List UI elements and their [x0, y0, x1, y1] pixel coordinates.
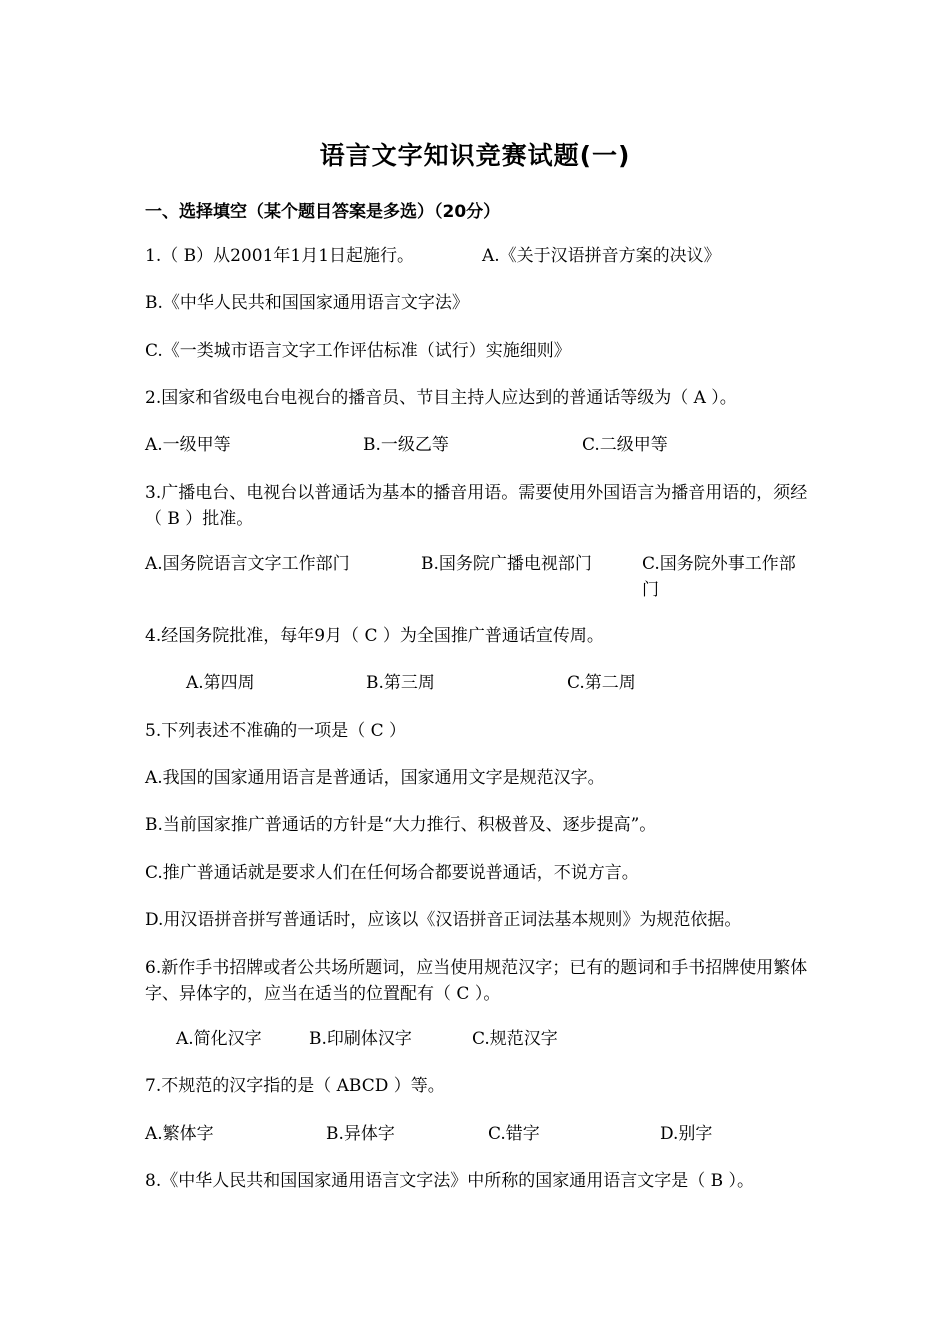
question-3-option-b: B.国务院广播电视部门	[421, 554, 592, 574]
question-1-stem: 1.（ B）从2001年1月1日起施行。	[145, 246, 415, 266]
question-7-option-b: B.异体字	[326, 1124, 395, 1144]
section-heading: 一、选择填空（某个题目答案是多选）（20分）	[145, 202, 501, 222]
question-6-stem: 6.新作手书招牌或者公共场所题词，应当使用规范汉字；已有的题词和手书招牌使用繁体字、异体字的，应当在适当的位置配有（ C ）。	[145, 958, 808, 1004]
question-1-option-c: C.《一类城市语言文字工作评估标准（试行）实施细则》	[145, 341, 571, 361]
question-2-option-b: B.一级乙等	[363, 435, 449, 455]
question-7-option-a: A.繁体字	[145, 1124, 214, 1144]
question-2-stem: 2.国家和省级电台电视台的播音员、节目主持人应达到的普通话等级为（ A ）。	[145, 388, 737, 408]
question-7-option-c: C.错字	[488, 1124, 540, 1144]
question-7-stem: 7.不规范的汉字指的是（ ABCD ）等。	[145, 1076, 445, 1096]
question-2-option-a: A.一级甲等	[145, 435, 231, 455]
question-6-option-b: B.印刷体汉字	[309, 1029, 412, 1049]
question-5-option-b: B.当前国家推广普通话的方针是“大力推行、积极普及、逐步提高”。	[145, 815, 657, 835]
question-6-option-c: C.规范汉字	[472, 1029, 558, 1049]
question-8-stem: 8.《中华人民共和国国家通用语言文字法》中所称的国家通用语言文字是（ B ）。	[145, 1171, 755, 1191]
question-3-options	[145, 551, 810, 603]
question-4-option-b: B.第三周	[366, 673, 435, 693]
question-4-option-a: A.第四周	[186, 673, 255, 693]
question-1-option-a: A.《关于汉语拼音方案的决议》	[482, 246, 721, 266]
question-6-option-a: A.简化汉字	[176, 1029, 262, 1049]
question-1	[145, 243, 721, 269]
question-2-option-c: C.二级甲等	[582, 435, 668, 455]
question-4-option-c: C.第二周	[567, 673, 636, 693]
question-7-option-d: D.别字	[660, 1124, 713, 1144]
question-5-option-a: A.我国的国家通用语言是普通话，国家通用文字是规范汉字。	[145, 768, 605, 788]
question-5-stem: 5.下列表述不准确的一项是（ C ）	[145, 721, 407, 741]
question-5-option-d: D.用汉语拼音拼写普通话时，应该以《汉语拼音正词法基本规则》为规范依据。	[145, 910, 742, 930]
question-5-option-c: C.推广普通话就是要求人们在任何场合都要说普通话，不说方言。	[145, 863, 639, 883]
question-4-stem: 4.经国务院批准，每年9月（ C ）为全国推广普通话宣传周。	[145, 626, 604, 646]
question-3-option-c: C.国务院外事工作部门	[642, 554, 796, 600]
question-3-option-a: A.国务院语言文字工作部门	[145, 554, 350, 574]
document-title: 语言文字知识竞赛试题(一)	[319, 141, 631, 170]
question-1-option-b: B.《中华人民共和国国家通用语言文字法》	[145, 293, 469, 313]
question-3-stem: 3.广播电台、电视台以普通话为基本的播音用语。需要使用外国语言为播音用语的，须经（ B ）批准。	[145, 483, 808, 529]
